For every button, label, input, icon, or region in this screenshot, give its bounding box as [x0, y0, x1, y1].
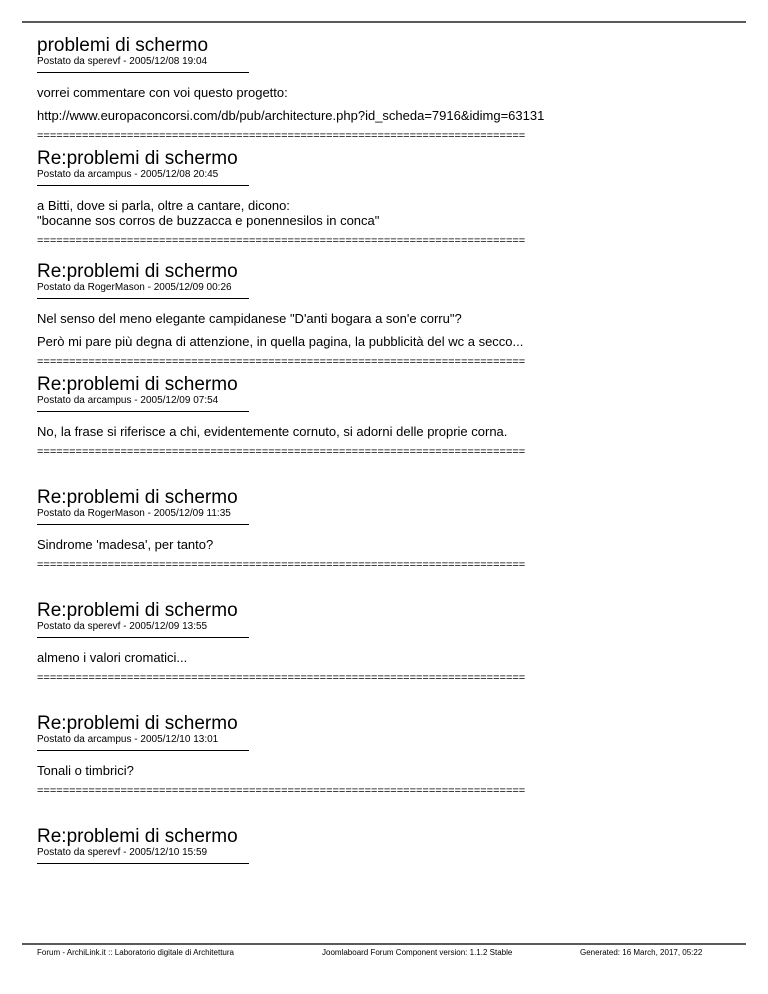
footer-component-version: Joomlaboard Forum Component version: 1.1.2 Stable	[322, 948, 513, 957]
post-title: Re:problemi di schermo	[37, 487, 238, 508]
post	[37, 262, 737, 375]
post-list	[37, 36, 737, 940]
post-separator: ============================================================================	[37, 672, 526, 684]
post-paragraph: Sindrome 'madesa', per tanto?	[37, 537, 214, 552]
top-rule	[22, 21, 746, 23]
footer-rule	[22, 943, 746, 945]
post-body	[37, 198, 737, 228]
post-title: Re:problemi di schermo	[37, 600, 238, 621]
post-meta: Postato da sperevf - 2005/12/09 13:55	[37, 621, 208, 632]
post-body	[37, 311, 737, 349]
post-link[interactable]: http://www.europaconcorsi.com/db/pub/architecture.php?id_scheda=7916&idimg=63131	[37, 108, 545, 123]
post-title: Re:problemi di schermo	[37, 148, 238, 169]
meta-rule	[37, 72, 249, 73]
post	[37, 488, 737, 601]
post-paragraph: No, la frase si riferisce a chi, evidentemente cornuto, si adorni delle proprie corna.	[37, 424, 508, 439]
post-title: Re:problemi di schermo	[37, 713, 238, 734]
post-paragraph: Però mi pare più degna di attenzione, in quella pagina, la pubblicità del wc a secco...	[37, 334, 524, 349]
post-body	[37, 650, 737, 665]
meta-rule	[37, 185, 249, 186]
meta-rule	[37, 411, 249, 412]
post-separator: ============================================================================	[37, 446, 526, 458]
post-meta: Postato da arcampus - 2005/12/08 20:45	[37, 169, 219, 180]
post	[37, 827, 737, 940]
post-paragraph: vorrei commentare con voi questo progetto:	[37, 85, 288, 100]
post	[37, 714, 737, 827]
post-separator: ============================================================================	[37, 356, 526, 368]
post	[37, 36, 737, 149]
post	[37, 601, 737, 714]
meta-rule	[37, 298, 249, 299]
post-separator: ============================================================================	[37, 785, 526, 797]
meta-rule	[37, 750, 249, 751]
post-meta: Postato da RogerMason - 2005/12/09 11:35	[37, 508, 231, 519]
page-footer	[0, 948, 768, 962]
post-title: problemi di schermo	[37, 35, 209, 56]
post-separator: ============================================================================	[37, 559, 526, 571]
meta-rule	[37, 863, 249, 864]
post-paragraph: a Bitti, dove si parla, oltre a cantare, dicono:	[37, 198, 290, 213]
post	[37, 375, 737, 488]
meta-rule	[37, 524, 249, 525]
post-title: Re:problemi di schermo	[37, 374, 238, 395]
post-title: Re:problemi di schermo	[37, 261, 238, 282]
footer-site-name: Forum - ArchiLink.it :: Laboratorio digitale di Architettura	[37, 948, 234, 957]
post-meta: Postato da sperevf - 2005/12/08 19:04	[37, 56, 208, 67]
post-meta: Postato da arcampus - 2005/12/09 07:54	[37, 395, 219, 406]
post-meta: Postato da RogerMason - 2005/12/09 00:26	[37, 282, 232, 293]
post-body	[37, 424, 737, 439]
post-paragraph: almeno i valori cromatici...	[37, 650, 188, 665]
post-body	[37, 763, 737, 778]
post-body	[37, 537, 737, 552]
post-meta: Postato da arcampus - 2005/12/10 13:01	[37, 734, 219, 745]
post-title: Re:problemi di schermo	[37, 826, 238, 847]
post-meta: Postato da sperevf - 2005/12/10 15:59	[37, 847, 208, 858]
post	[37, 149, 737, 262]
post-paragraph: Tonali o timbrici?	[37, 763, 134, 778]
post-paragraph: Nel senso del meno elegante campidanese "D'anti bogara a son'e corru"?	[37, 311, 462, 326]
footer-generated-date: Generated: 16 March, 2017, 05:22	[580, 948, 703, 957]
post-separator: ============================================================================	[37, 130, 526, 142]
post-separator: ============================================================================	[37, 235, 526, 247]
meta-rule	[37, 637, 249, 638]
post-paragraph: "bocanne sos corros de buzzacca e ponennesilos in conca"	[37, 213, 380, 228]
post-body	[37, 85, 737, 123]
